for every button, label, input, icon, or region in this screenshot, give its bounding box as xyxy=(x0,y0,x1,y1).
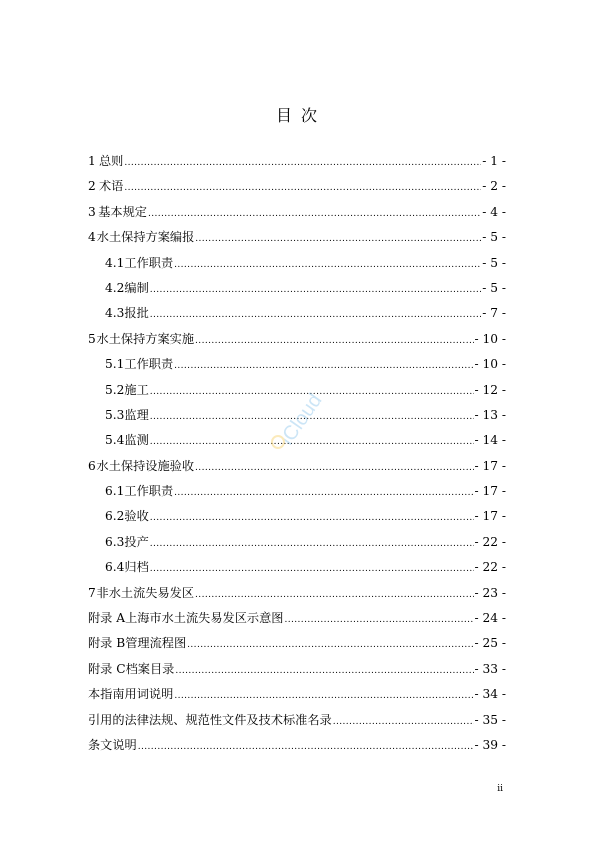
toc-entry[interactable] xyxy=(88,558,506,583)
toc-entry-title: 工作职责 xyxy=(124,484,174,499)
toc-entry-number: 6.2 xyxy=(105,509,125,524)
toc-entry-page: - 22 - xyxy=(474,560,506,575)
watermark-logo xyxy=(262,380,342,460)
toc-entry-title: 报批 xyxy=(124,306,149,321)
toc-entry[interactable] xyxy=(88,279,506,304)
toc-entry[interactable] xyxy=(88,152,506,177)
dot-leader xyxy=(150,310,481,320)
toc-entry-title: 工作职责 xyxy=(124,255,174,270)
toc-entry-page: - 14 - xyxy=(474,433,506,448)
dot-leader xyxy=(195,336,473,346)
toc-entry-title: 基本规定 xyxy=(98,204,147,219)
toc-entry-page: - 35 - xyxy=(474,712,506,727)
toc-entry-page: - 5 - xyxy=(482,280,506,295)
toc-entry-page: - 12 - xyxy=(474,382,506,397)
toc-entry[interactable] xyxy=(88,711,506,736)
dot-leader xyxy=(333,717,474,727)
dot-leader xyxy=(150,539,474,549)
toc-entry[interactable] xyxy=(88,228,506,253)
toc-entry-page: - 5 - xyxy=(482,230,506,245)
toc-entry-title: 水土保持设施验收 xyxy=(96,458,195,473)
toc-entry-title: 上海市水土流失易发区示意图 xyxy=(125,611,284,626)
page-number: ii xyxy=(497,784,503,794)
toc-entry-page: - 10 - xyxy=(474,331,506,346)
toc-entry-page: - 4 - xyxy=(482,204,506,219)
toc-entry-page: - 39 - xyxy=(474,737,506,752)
toc-entry-page: - 17 - xyxy=(474,458,506,473)
svg-text:iCloud: iCloud xyxy=(275,389,327,449)
toc-entry-number: 6.4 xyxy=(105,560,125,575)
toc-entry-number: 附录 B xyxy=(88,636,126,651)
toc-entry[interactable] xyxy=(88,634,506,659)
toc-entry-page: - 34 - xyxy=(474,687,506,702)
toc-entry-number: 附录 C xyxy=(88,661,126,676)
toc-entry-number: 5 xyxy=(88,331,96,346)
toc-entry-number: 6.3 xyxy=(105,534,125,549)
dot-leader xyxy=(187,640,473,650)
toc-entry[interactable] xyxy=(88,254,506,279)
dot-leader xyxy=(124,158,481,168)
toc-entry-page: - 1 - xyxy=(482,154,506,168)
toc-entry[interactable] xyxy=(88,736,506,761)
toc-entry[interactable] xyxy=(88,177,506,202)
toc-entry-page: - 23 - xyxy=(474,585,506,600)
toc-entry-number: 4.1 xyxy=(105,255,125,270)
dot-leader xyxy=(195,590,473,600)
toc-entry-number: 2 xyxy=(88,179,96,194)
dot-leader xyxy=(150,513,474,523)
toc-entry-title: 术语 xyxy=(98,179,124,194)
page-title: 目 次 xyxy=(275,106,320,125)
toc-entry-number: 7 xyxy=(88,585,96,600)
toc-entry-number: 5.3 xyxy=(105,407,125,422)
toc-entry-title: 监理 xyxy=(124,407,149,422)
dot-leader xyxy=(174,488,473,498)
toc-entry-title: 引用的法律法规、规范性文件及技术标准名录 xyxy=(88,712,332,727)
toc-entry[interactable] xyxy=(88,685,506,710)
dot-leader xyxy=(195,463,473,473)
toc-entry-page: - 13 - xyxy=(474,407,506,422)
toc-entry-title: 条文说明 xyxy=(88,737,137,752)
toc-entry-page: - 25 - xyxy=(474,636,506,651)
toc-entry-title: 编制 xyxy=(124,280,149,295)
toc-entry[interactable] xyxy=(88,533,506,558)
dot-leader xyxy=(124,183,481,193)
dot-leader xyxy=(174,260,481,270)
toc-entry-page: - 2 - xyxy=(482,179,506,194)
toc-entry[interactable] xyxy=(88,304,506,329)
dot-leader xyxy=(138,742,474,752)
toc-entry-title: 档案目录 xyxy=(125,661,175,676)
toc-entry-number: 3 xyxy=(88,204,96,219)
dot-leader xyxy=(285,615,474,625)
toc-entry-title: 投产 xyxy=(124,534,149,549)
toc-entry-number: 5.1 xyxy=(105,357,125,372)
toc-entry-page: - 5 - xyxy=(482,255,506,270)
toc-entry[interactable] xyxy=(88,507,506,532)
toc-entry[interactable] xyxy=(88,660,506,685)
toc-entry-title: 管理流程图 xyxy=(125,636,187,651)
toc-entry-title: 验收 xyxy=(124,509,149,524)
toc-entry-page: - 17 - xyxy=(474,509,506,524)
toc-entry[interactable] xyxy=(88,609,506,634)
dot-leader xyxy=(195,234,481,244)
toc-entry-page: - 10 - xyxy=(474,357,506,372)
dot-leader xyxy=(150,564,474,574)
toc-entry-number: 4.2 xyxy=(105,280,125,295)
toc-entry-number: 6.1 xyxy=(105,484,125,499)
toc-entry-title: 非水土流失易发区 xyxy=(96,585,195,600)
toc-entry-number: 4.3 xyxy=(105,306,125,321)
dot-leader xyxy=(175,666,473,676)
toc-entry-title: 施工 xyxy=(124,382,149,397)
toc-entry-number: 1 xyxy=(88,154,96,168)
toc-entry-title: 本指南用词说明 xyxy=(88,687,174,702)
toc-entry-number: 5.4 xyxy=(105,433,125,448)
toc-entry[interactable] xyxy=(88,330,506,355)
toc-entry[interactable] xyxy=(88,457,506,482)
toc-entry-title: 水土保持方案编报 xyxy=(96,230,195,245)
dot-leader xyxy=(174,361,473,371)
toc-entry[interactable] xyxy=(88,482,506,507)
dot-leader xyxy=(174,691,473,701)
toc-entry-title: 监测 xyxy=(124,433,149,448)
toc-entry[interactable] xyxy=(88,584,506,609)
toc-entry-page: - 17 - xyxy=(474,484,506,499)
toc-entry-title: 归档 xyxy=(124,560,149,575)
toc-entry-page: - 24 - xyxy=(474,611,506,626)
toc-entry-title: 水土保持方案实施 xyxy=(96,331,195,346)
toc-entry-title: 工作职责 xyxy=(124,357,174,372)
dot-leader xyxy=(150,285,481,295)
toc-entry-page: - 33 - xyxy=(474,661,506,676)
toc-entry-number: 6 xyxy=(88,458,96,473)
toc-entry-title: 总则 xyxy=(98,154,124,168)
toc-entry[interactable] xyxy=(88,203,506,228)
toc-entry-number: 4 xyxy=(88,230,96,245)
toc-entry[interactable] xyxy=(88,355,506,380)
toc-entry-number: 5.2 xyxy=(105,382,125,397)
toc-entry-number: 附录 A xyxy=(88,611,126,626)
toc-entry-page: - 22 - xyxy=(474,534,506,549)
dot-leader xyxy=(148,209,481,219)
toc-entry-page: - 7 - xyxy=(482,306,506,321)
